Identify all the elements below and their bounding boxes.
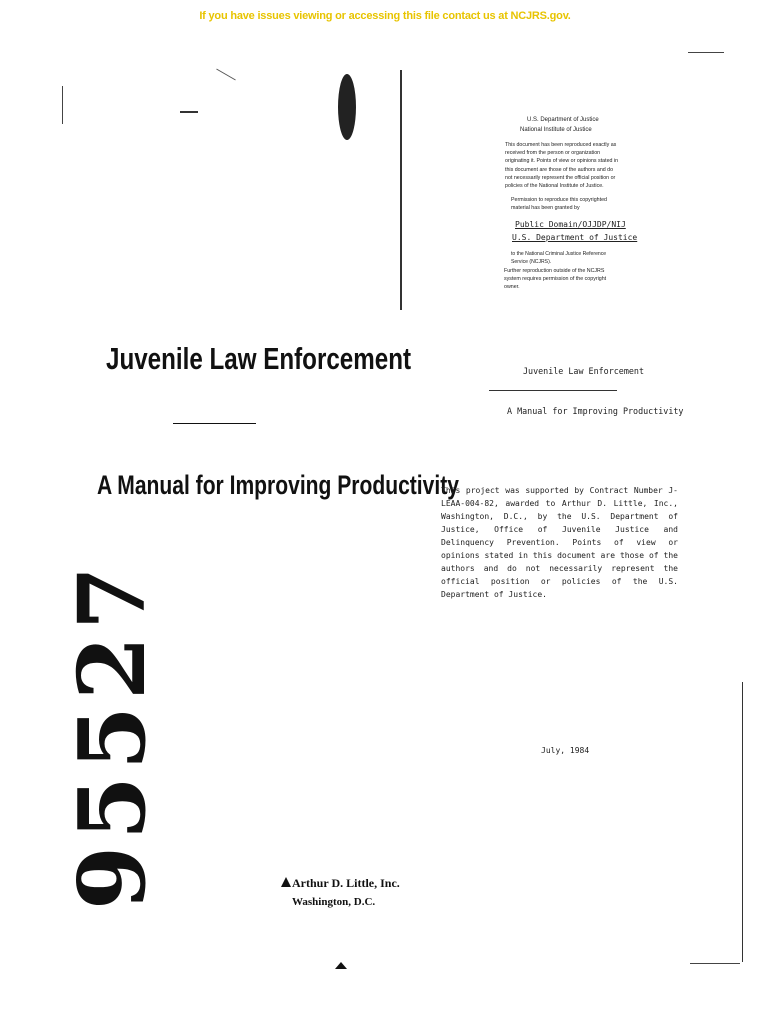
notice-department: U.S. Department of Justice (527, 117, 599, 123)
cover-divider (173, 423, 256, 424)
publisher-logo-icon (281, 877, 291, 887)
page-fold-line (400, 70, 402, 310)
right-page-date: July, 1984 (541, 746, 590, 755)
left-edge-line (62, 86, 63, 124)
right-page-divider (489, 390, 617, 391)
scan-blot (338, 74, 356, 140)
top-right-dash (688, 52, 724, 53)
cover-subtitle: A Manual for Improving Productivity (97, 470, 459, 500)
right-page-body: This project was supported by Contract Number J-LEAA-004-82, awarded to Arthur D. Little, Inc., Washington, D.C., by the U.S. Department of Justice, Office of Juvenile Justice and Delinquency Prevention. Points of view or opinions stated in this document are those of the authors and do not necessarily represent the official position or policies of the U.S. Department of Justice. (441, 486, 678, 599)
publisher-name: Arthur D. Little, Inc. (292, 876, 400, 890)
notice-para-reproduced: This document has been reproduced exactly as received from the person or organization originating it. Points of view or opinions stated in this document are those of the authors and do not necessarily represent the official position or policies of the National Institute of Justice. (505, 142, 619, 190)
scan-mark-top-left (180, 111, 198, 113)
right-page-subtitle: A Manual for Improving Productivity (507, 406, 684, 416)
scan-mark-small (216, 69, 236, 81)
ncjrs-contact-banner[interactable]: If you have issues viewing or accessing this file contact us at NCJRS.gov. (199, 10, 571, 22)
publisher-location: Washington, D.C. (292, 896, 376, 908)
notice-grantee-1: Public Domain/OJJDP/NIJ (515, 220, 626, 229)
notice-grantee-2: U.S. Department of Justice (512, 233, 638, 242)
notice-para-permission: Permission to reproduce this copyrighted material has been granted by (511, 197, 607, 212)
notice-para-further: Further reproduction outside of the NCJRS system requires permission of the copyright owner. (504, 268, 607, 291)
handwritten-accession-number: 95527 (58, 559, 166, 910)
right-edge-line-bottom (742, 682, 743, 962)
notice-institute: National Institute of Justice (520, 127, 592, 133)
notice-para-ncjrs: to the National Criminal Justice Reference Service (NCJRS). (511, 251, 607, 265)
bottom-mark (335, 962, 347, 969)
right-page-title: Juvenile Law Enforcement (523, 366, 645, 376)
cover-title: Juvenile Law Enforcement (106, 341, 412, 376)
bottom-right-dash (690, 963, 740, 964)
